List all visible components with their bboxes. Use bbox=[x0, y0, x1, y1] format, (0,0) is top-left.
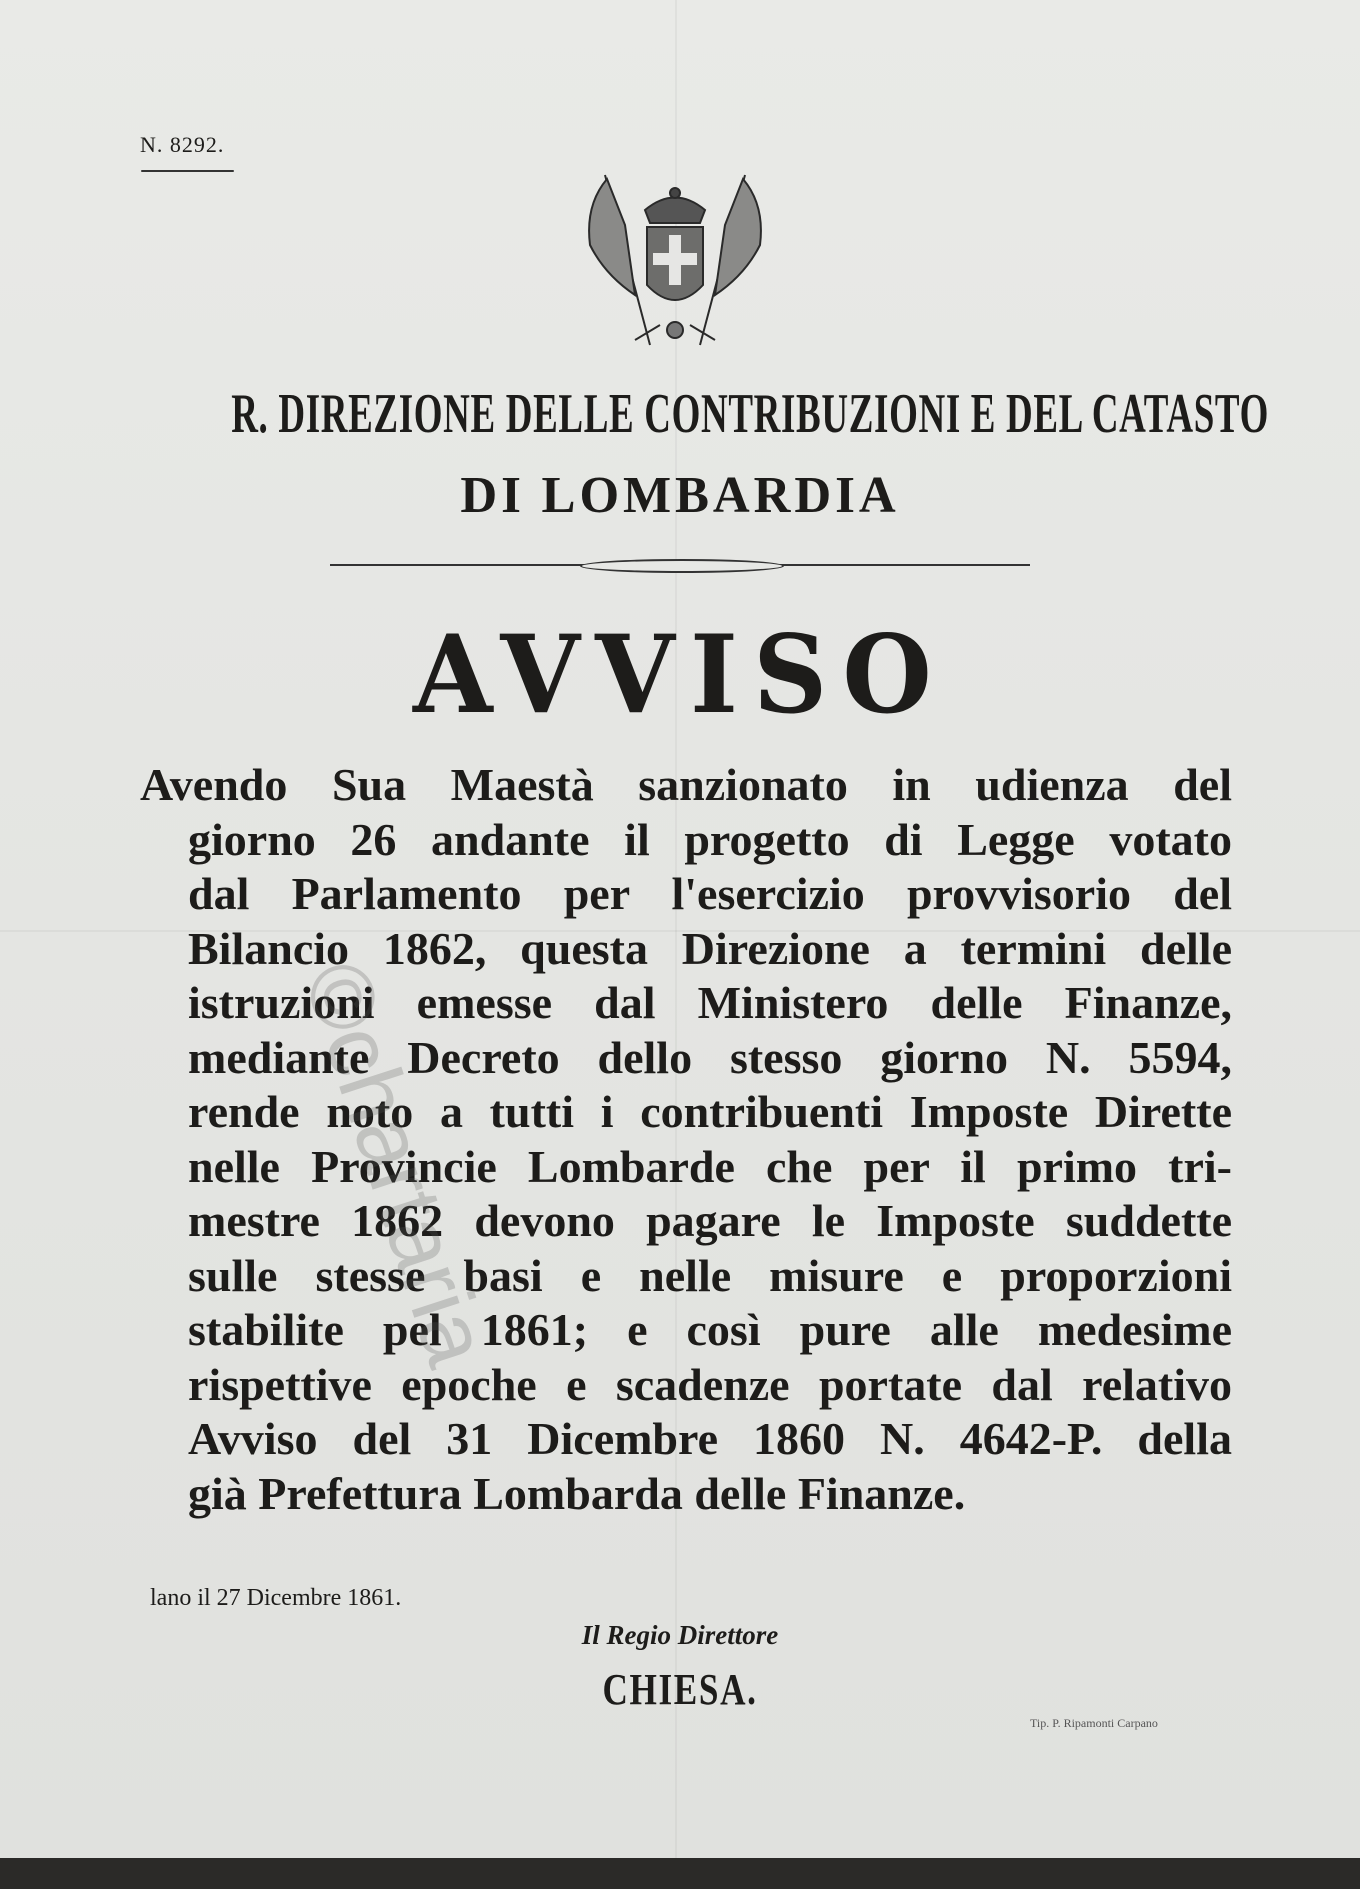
body-line: giorno 26 andante il progetto di Legge votato bbox=[188, 813, 1232, 865]
body-line: stabilite pel 1861; e così pure alle medesime bbox=[188, 1304, 1232, 1355]
signatory-title: Il Regio Direttore bbox=[581, 1620, 779, 1650]
body-line: Avviso del 31 Dicembre 1860 N. 4642-P. della bbox=[188, 1413, 1232, 1464]
body-line: mestre 1862 devono pagare le Imposte suddette bbox=[188, 1195, 1232, 1246]
place-date: lano il 27 Dicembre 1861. bbox=[150, 1585, 402, 1611]
heading-directorate: R. DIREZIONE DELLE CONTRIBUZIONI E DEL CATASTO bbox=[231, 383, 1269, 445]
body-line: Avendo Sua Maestà sanzionato in udienza del bbox=[140, 759, 1232, 810]
heading-region: DI LOMBARDIA bbox=[460, 467, 900, 524]
body-line: rispettive epoche e scadenze portate dal relativo bbox=[188, 1358, 1232, 1410]
number-underline bbox=[141, 170, 234, 172]
body-line: sulle stesse basi e nelle misure e proporzioni bbox=[188, 1249, 1232, 1301]
watermark: ©chartaria bbox=[283, 950, 508, 1378]
body-line: istruzioni emesse dal Ministero delle Finanze, bbox=[188, 977, 1232, 1028]
notice-title: AVVISO bbox=[412, 612, 948, 738]
body-line-last: già Prefettura Lombarda delle Finanze. bbox=[188, 1467, 966, 1519]
document-number: N. 8292. bbox=[140, 132, 225, 157]
body-line: dal Parlamento per l'esercizio provvisorio del bbox=[188, 868, 1232, 919]
body-line: rende noto a tutti i contribuenti Imposte Dirette bbox=[188, 1086, 1232, 1137]
notice-body bbox=[140, 758, 1232, 1521]
ornamental-rule-center bbox=[580, 559, 784, 573]
body-line: Bilancio 1862, questa Direzione a termini delle bbox=[188, 922, 1232, 974]
printer-credit: Tip. P. Ripamonti Carpano bbox=[1030, 1716, 1158, 1730]
body-line: mediante Decreto dello stesso giorno N. 5594, bbox=[188, 1031, 1232, 1083]
signatory-name: CHIESA. bbox=[602, 1665, 758, 1714]
body-line: nelle Provincie Lombarde che per il primo tri- bbox=[188, 1140, 1232, 1192]
royal-crest-icon bbox=[575, 165, 775, 365]
